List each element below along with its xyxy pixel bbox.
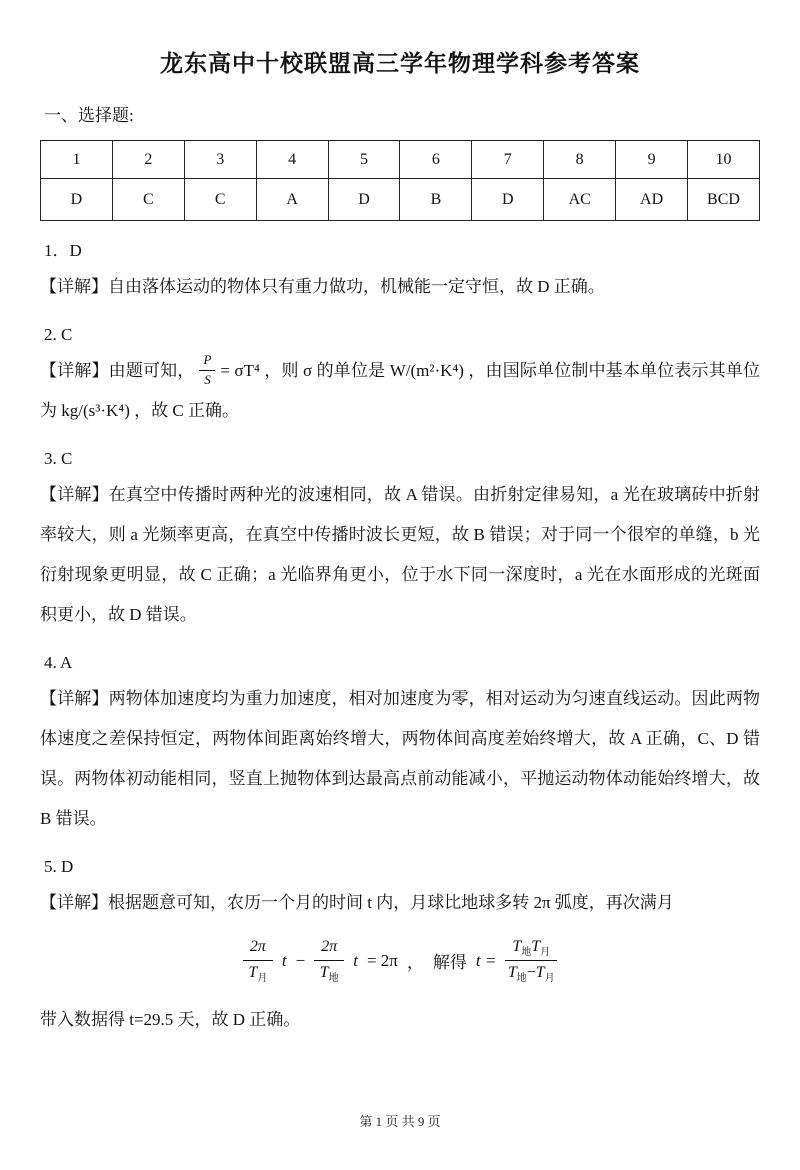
fraction-numerator	[505, 937, 557, 961]
question-number-cell: 5	[328, 141, 400, 179]
subscript: 月	[544, 973, 555, 985]
question-number-cell: 9	[616, 141, 688, 179]
question-number-cell: 10	[688, 141, 760, 179]
answer-cell: D	[328, 179, 400, 221]
page-footer: 第 1 页 共 9 页	[359, 1114, 441, 1129]
explanation-q2	[40, 321, 760, 431]
answer-table	[40, 140, 760, 221]
answer-label: 4. A	[44, 653, 73, 672]
detail-text: 【详解】自由落体运动的物体只有重力做功，机械能一定守恒，故 D 正确。	[40, 277, 605, 296]
formula-separator: ，	[406, 953, 424, 973]
minus-sign: −	[526, 964, 536, 982]
answer-cell: D	[41, 179, 113, 221]
formula-term: t	[353, 950, 358, 970]
q5-formula	[40, 937, 760, 984]
subscript: 月	[257, 973, 268, 985]
answer-cell: A	[256, 179, 328, 221]
explanation-q4	[40, 649, 760, 839]
explanation-q3	[40, 445, 760, 635]
fraction	[505, 937, 557, 984]
question-number-cell: 1	[41, 141, 113, 179]
explanation-q1	[40, 237, 760, 307]
formula-term: t	[281, 950, 287, 970]
minus-sign: −	[295, 950, 306, 970]
subscript: 地	[516, 973, 527, 985]
formula-term: T	[248, 963, 258, 981]
answer-label: 3. C	[44, 449, 73, 468]
answer-table-answer-row	[41, 179, 760, 221]
fraction-denominator	[508, 961, 555, 984]
question-number-cell: 4	[256, 141, 328, 179]
formula-term: T	[512, 938, 522, 955]
formula-term: t =	[475, 950, 497, 970]
question-number-cell: 3	[184, 141, 256, 179]
answer-cell: C	[112, 179, 184, 221]
question-number-cell: 2	[112, 141, 184, 179]
formula-term: T	[531, 938, 541, 955]
fraction	[314, 937, 344, 984]
question-number-cell: 7	[472, 141, 544, 179]
formula-term: T	[507, 964, 517, 982]
detail-lead: 【详解】由题可知，	[40, 361, 195, 380]
answer-cell: AC	[544, 179, 616, 221]
subscript: 月	[540, 947, 551, 959]
detail-text: 【详解】两物体加速度均为重力加速度，相对加速度为零，相对运动为匀速直线运动。因此两物体速度之差保持恒定，两物体间距离始终增大，两物体间高度差始终增大，故 A 正确，C、D 错误。两物体初动能相同，竖直上抛物体到达最高点前动能减小，平抛运动物体动能始终增大，故 B 错误。	[40, 689, 760, 828]
section-heading: 一、选择题:	[44, 106, 134, 125]
formula-term: 解得	[432, 953, 467, 973]
answer-label: 2. C	[44, 325, 73, 344]
fraction-numerator: P	[199, 352, 215, 370]
answer-table-number-row	[41, 141, 760, 179]
detail-closing: 带入数据得 t=29.5 天，故 D 正确。	[40, 1010, 301, 1030]
fraction-denominator	[248, 961, 267, 984]
answer-cell: C	[184, 179, 256, 221]
detail-text: 【详解】在真空中传播时两种光的波速相同，故 A 错误。由折射定律易知，a 光在玻璃砖中折射率较大，则 a 光频率更高，在真空中传播时波长更短，故 B 错误；对于同一个很窄的单缝，b 光衍射现象更明显，故 C 正确；a 光临界角更小，位于水下同一深度时，a 光在水面形成的光斑面积更小，故 D 错误。	[40, 485, 760, 624]
question-number-cell: 6	[400, 141, 472, 179]
answer-label: 5. D	[44, 857, 74, 876]
answer-cell: BCD	[688, 179, 760, 221]
fraction	[243, 937, 273, 984]
page-title: 龙东高中十校联盟高三学年物理学科参考答案	[160, 51, 640, 76]
inline-fraction	[199, 352, 215, 388]
subscript: 地	[328, 973, 339, 985]
detail-rest: = σT⁴ ，则 σ 的单位是 W/(m²·K⁴) ，由国际单位制中基本单位表示其单位为 kg/(s³·K⁴) ，故 C 正确。	[40, 361, 760, 420]
formula-term: = 2π	[366, 950, 398, 970]
answer-cell: AD	[616, 179, 688, 221]
answer-label: 1．D	[44, 241, 82, 260]
fraction-denominator: S	[204, 371, 211, 387]
detail-text	[40, 351, 760, 431]
question-number-cell: 8	[544, 141, 616, 179]
answer-cell: B	[400, 179, 472, 221]
formula-term: T	[319, 963, 329, 981]
subscript: 地	[521, 947, 532, 959]
explanation-q5	[40, 853, 760, 1040]
answer-cell: D	[472, 179, 544, 221]
fraction-numerator: 2π	[314, 937, 344, 961]
formula-term: T	[535, 964, 545, 982]
fraction-denominator	[320, 961, 339, 984]
fraction-numerator: 2π	[243, 937, 273, 961]
detail-text: 【详解】根据题意可知，农历一个月的时间 t 内，月球比地球多转 2π 弧度，再次满月	[40, 893, 674, 912]
